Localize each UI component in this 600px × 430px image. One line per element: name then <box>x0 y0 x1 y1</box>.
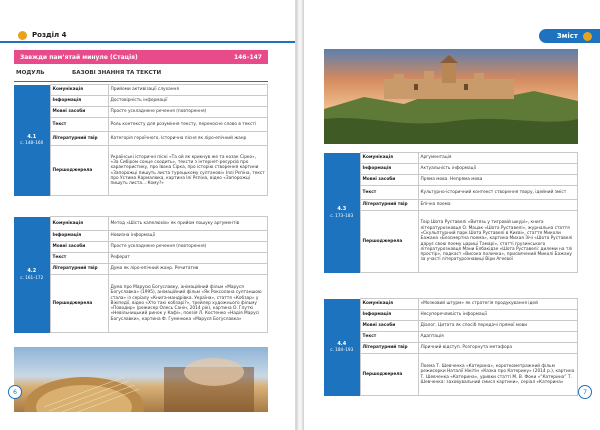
row-key: Комунікація <box>360 153 418 164</box>
row-value: Діалог. Цитата як спосіб передачі прямої мови <box>418 321 578 332</box>
row-key: Інформація <box>50 231 108 242</box>
module-pages: с. 184–193 <box>330 347 354 352</box>
module-num-label: 4.2 <box>27 268 37 275</box>
right-page <box>304 0 600 430</box>
bandura-photo <box>14 347 268 412</box>
left-page <box>0 0 296 430</box>
row-value: Дума як ліро-епічний жанр. Речитатив <box>108 264 268 275</box>
row-key: Комунікація <box>360 299 418 310</box>
module-num-label: 4.1 <box>27 133 37 140</box>
row-value: Епічна поема <box>418 200 578 211</box>
banner-title: Завжди пам’ятай минуле (Стація) <box>20 53 138 61</box>
row-value: «Мозковий штурм» як стратегія продукування ідей <box>418 299 578 310</box>
row-key: Текст <box>360 332 418 343</box>
row-key: Першоджерела <box>50 146 108 196</box>
module-num-label: 4.4 <box>337 340 347 347</box>
row-value: Несуперечливість інформації <box>418 310 578 321</box>
row-key: Літературний твір <box>360 343 418 354</box>
module-number <box>324 299 360 396</box>
module-pages: с. 173–183 <box>330 212 354 218</box>
module-table-4-4 <box>324 298 578 396</box>
module-table-4-1 <box>14 84 268 196</box>
header-dot-icon <box>18 31 27 40</box>
row-key: Інформація <box>50 96 108 107</box>
left-header-title: Розділ 4 <box>32 31 67 39</box>
row-value: Просте ускладнене речення (повторення) <box>108 107 268 118</box>
module-number <box>14 85 50 196</box>
row-key: Літературний твір <box>50 264 108 275</box>
row-value: Метод «Шість капелюхів» як прийом пошуку аргументів <box>108 217 268 231</box>
module-table-4-3 <box>324 152 578 273</box>
right-header <box>304 29 600 43</box>
row-value: Реферат <box>108 253 268 264</box>
row-value: Просте ускладнене речення (повторення) <box>108 242 268 253</box>
module-num-label: 4.3 <box>337 206 347 213</box>
row-value: Достовірність інформації <box>108 96 268 107</box>
row-value: Поема Т. Шевченка «Катерина», короткометражний фільм режисерки Наталії Нікітін «Казка про Катерину» (2014 р.), картина Т. Шевченка «Катерина», уривки статті М. В. Фоки «“Катерина” Т. Шевченка: заховувальний смисл картини», серіал «Катерина» <box>418 354 578 396</box>
row-key: Інформація <box>360 164 418 175</box>
row-key: Літературний твір <box>360 200 418 211</box>
row-key: Текст <box>50 253 108 264</box>
column-headers <box>14 70 268 82</box>
page-number-right: 7 <box>578 385 592 399</box>
row-key: Мовні засоби <box>50 242 108 253</box>
module-pages: с. 148–160 <box>20 140 44 145</box>
module-number <box>14 217 50 333</box>
left-header <box>0 29 296 43</box>
column-header-module: МОДУЛЬ <box>16 70 45 76</box>
row-value: Культурно-історичний контекст створення твору, ідейний зміст <box>418 186 578 200</box>
right-header-title: Зміст <box>556 32 578 40</box>
row-value: Категорія героїчного. Історична пісня як ліро-епічний жанр <box>108 132 268 146</box>
right-header-pill <box>539 29 600 43</box>
row-key: Комунікація <box>50 85 108 96</box>
row-key: Мовні засоби <box>360 175 418 186</box>
row-value: Новизна інформації <box>108 231 268 242</box>
row-value: Дума про Марусю Богуславку, анімаційний фільм «Маруся Богуславка» (1995), анімаційний фільм «Як Роксолана султаншою стала» із серіалу «Книга-мандрівка. Україна», стаття «Кобзар» у Вікіпедії, відео «Хто такі кобзарі?», трейлер художнього фільму «Поводир» (режисер Олесь Санін, 2014 рік), картина О. Глуткі «Невільницький ринок у Кафі», поезія Л. Костенко «Надія Марусі Богуславки», картина Ф. Гуменюка «Маруся Богуславка» <box>108 275 268 333</box>
row-value: Ліричний відступ. Розгорнута метафора <box>418 343 578 354</box>
row-key: Комунікація <box>50 217 108 231</box>
banner-pages: 146–147 <box>233 53 262 61</box>
row-key: Першоджерела <box>360 354 418 396</box>
fortress-illustration <box>324 49 578 144</box>
row-key: Мовні засоби <box>50 107 108 118</box>
page-number-left: 6 <box>8 385 22 399</box>
header-dot-icon <box>583 32 592 41</box>
module-table-4-2 <box>14 216 268 333</box>
row-value: Актуальність інформації <box>418 164 578 175</box>
section-banner <box>14 50 268 64</box>
fortress-photo <box>324 49 578 144</box>
row-value: Роль контексту для розуміння тексту, переносне слово в тексті <box>108 118 268 132</box>
row-value: Твір Шота Руставелі «Витязь у тигровій шкурі», книга літературознавця О. Мацак «Шота Руставелі», журнальна стаття «Скульптурний парк Шота Руставелі в Києві», стаття Миколи Бажана «Безсмертна поема», картина Михая Зічі «Шота Руставелі дарує свою поему цариці Тамарі», статті грузинського літературознавця Мани Елбакідзе «Шота Руставелі: дилеми на тлі простір», подкаст «Висока поличка», присвячений Миколі Бажану за участі літературознавиці Віри Агеєвої <box>418 211 578 273</box>
row-key: Літературний твір <box>50 132 108 146</box>
module-pages: с. 161–172 <box>20 274 44 280</box>
row-key: Інформація <box>360 310 418 321</box>
row-value: Пряма мова. Непряма мова <box>418 175 578 186</box>
row-value: Адаптація <box>418 332 578 343</box>
module-number <box>324 153 360 273</box>
row-key: Першоджерела <box>360 211 418 273</box>
book-gutter <box>296 0 304 430</box>
column-header-content: БАЗОВІ ЗНАННЯ ТА ТЕКСТИ <box>72 70 162 76</box>
row-value: Українські історичні пісні «Та ой як крикнув же та козак Сірко», «За Сибіром сонце сходить», тексти з інтернет-ресурсів про характеристику, про Івана Сірка, про історію створення картини «Запорожці пишуть листа турецькому султанові» Іллі Рєпіна, текст про Устима Кармалюка, картина Ілі Рєпіна, відео «Запорожці пишуть листа... Кому?» <box>108 146 268 196</box>
row-value: Прийоми активізації слухання <box>108 85 268 96</box>
row-key: Мовні засоби <box>360 321 418 332</box>
bandura-illustration <box>14 347 268 412</box>
row-key: Текст <box>50 118 108 132</box>
row-value: Аргументація <box>418 153 578 164</box>
row-key: Першоджерела <box>50 275 108 333</box>
row-key: Текст <box>360 186 418 200</box>
